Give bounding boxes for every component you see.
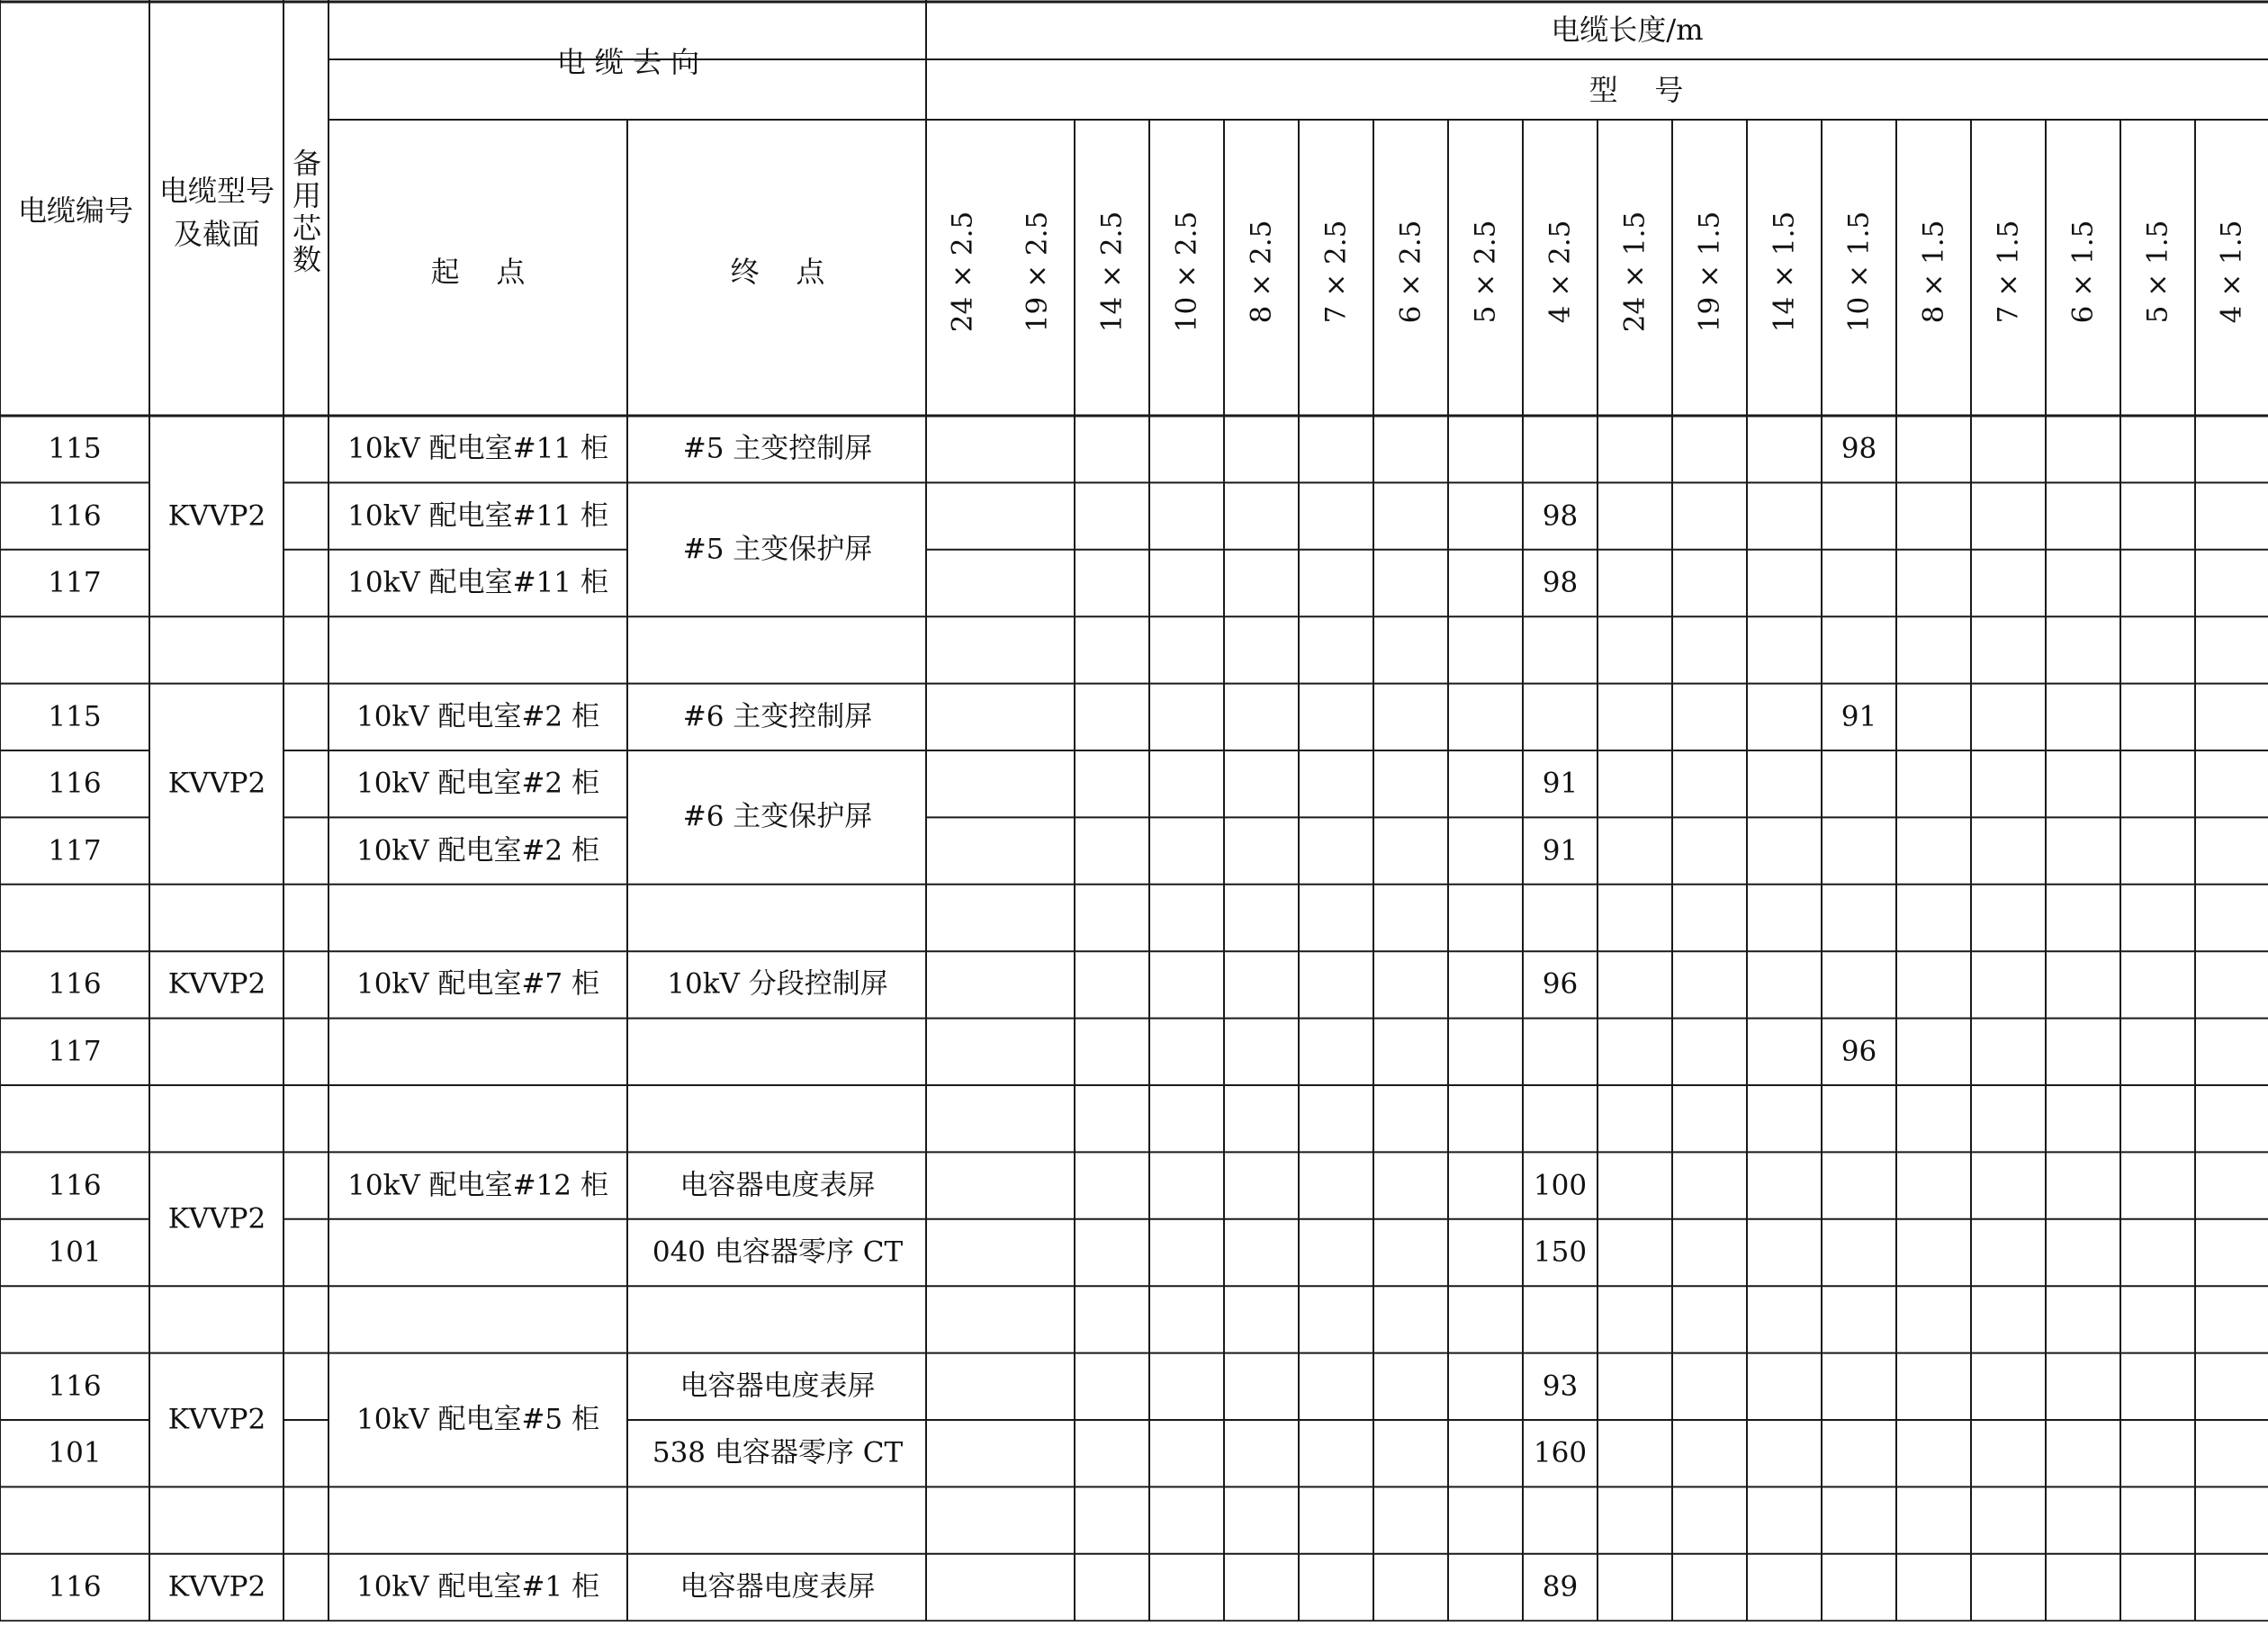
start-point-cell: 10kV 配电室#2 柜	[356, 834, 600, 867]
start-point-cell: 10kV 配电室#2 柜	[356, 700, 600, 733]
end-point-cell: #6 主变控制屏	[682, 700, 873, 733]
cable-no-cell: 116	[48, 1169, 102, 1202]
length-value-cell: 160	[1533, 1436, 1588, 1469]
merged-start-cell: 10kV 配电室#5 柜	[356, 1403, 600, 1436]
merged-type-cell: KVVP2	[167, 1570, 266, 1604]
end-point-cell: 电容器电度表屏	[680, 1570, 876, 1604]
cable-no-cell: 117	[48, 566, 102, 599]
merged-type-cell: KVVP2	[167, 1202, 266, 1235]
size-header-1: 19 × 2.5	[1021, 211, 1053, 333]
merged-type-cell: KVVP2	[167, 767, 266, 800]
cable-no-cell: 116	[48, 767, 102, 800]
header-length: 电缆长度/m	[1551, 13, 1704, 47]
size-header-3: 10 × 2.5	[1170, 211, 1202, 333]
header-direction: 电 缆 去 向	[556, 45, 700, 79]
header-model: 型 号	[1588, 73, 1684, 107]
size-header-14: 7 × 1.5	[1992, 220, 2024, 324]
cable-no-cell: 115	[48, 432, 102, 465]
cable-no-cell: 117	[48, 1035, 102, 1068]
size-header-6: 6 × 2.5	[1394, 220, 1426, 324]
size-header-12: 10 × 1.5	[1842, 211, 1875, 333]
cable-no-cell: 101	[48, 1436, 102, 1469]
size-header-0: 24 × 2.5	[946, 211, 979, 333]
end-point-cell: 电容器电度表屏	[680, 1370, 876, 1403]
merged-type-cell: KVVP2	[167, 1403, 266, 1436]
size-header-5: 7 × 2.5	[1319, 220, 1352, 324]
start-point-cell: 10kV 配电室#2 柜	[356, 767, 600, 800]
end-point-cell: 电容器电度表屏	[680, 1169, 876, 1202]
cable-no-cell: 116	[48, 967, 102, 1001]
size-header-15: 6 × 1.5	[2066, 220, 2099, 324]
length-value-cell: 91	[1840, 700, 1877, 733]
size-header-16: 5 × 1.5	[2141, 220, 2174, 324]
size-header-8: 4 × 2.5	[1544, 220, 1576, 324]
cable-no-cell: 116	[48, 1370, 102, 1403]
length-value-cell: 96	[1840, 1035, 1877, 1068]
merged-end-cell: #6 主变保护屏	[682, 800, 873, 833]
start-point-cell: 10kV 配电室#1 柜	[356, 1570, 600, 1604]
length-value-cell: 96	[1542, 967, 1579, 1001]
start-point-cell: 10kV 配电室#11 柜	[347, 566, 608, 599]
length-value-cell: 98	[1840, 432, 1877, 465]
end-point-cell: #5 主变控制屏	[682, 432, 873, 465]
length-value-cell: 100	[1533, 1169, 1588, 1202]
end-point-cell: 538 电容器零序 CT	[652, 1436, 904, 1469]
size-header-11: 14 × 1.5	[1768, 211, 1800, 333]
header-end: 终 点	[730, 255, 825, 289]
length-value-cell: 91	[1542, 767, 1579, 800]
cable-no-cell: 101	[48, 1235, 102, 1269]
cable-no-cell: 117	[48, 834, 102, 867]
size-header-17: 4 × 1.5	[2215, 220, 2247, 324]
merged-type-cell: KVVP2	[167, 499, 266, 533]
size-header-9: 24 × 1.5	[1618, 211, 1651, 333]
length-value-cell: 91	[1542, 834, 1579, 867]
length-value-cell: 150	[1533, 1235, 1588, 1269]
start-point-cell: 10kV 配电室#7 柜	[356, 967, 600, 1001]
header-start: 起 点	[430, 255, 526, 289]
header-cable-type-line2: 及截面	[173, 217, 261, 251]
size-header-10: 19 × 1.5	[1693, 211, 1725, 333]
size-header-2: 14 × 2.5	[1095, 211, 1128, 333]
size-header-13: 8 × 1.5	[1917, 220, 1949, 324]
length-value-cell: 98	[1542, 566, 1579, 599]
end-point-cell: 040 电容器零序 CT	[652, 1235, 904, 1269]
header-cable-type-line1: 电缆型号	[158, 174, 275, 208]
merged-type-cell: KVVP2	[167, 967, 266, 1001]
end-point-cell: 10kV 分段控制屏	[667, 967, 888, 1001]
cable-no-cell: 116	[48, 499, 102, 533]
merged-end-cell: #5 主变保护屏	[682, 533, 873, 566]
size-header-7: 5 × 2.5	[1469, 220, 1501, 324]
start-point-cell: 10kV 配电室#11 柜	[347, 499, 608, 533]
cable-no-cell: 115	[48, 700, 102, 733]
start-point-cell: 10kV 配电室#12 柜	[347, 1169, 608, 1202]
size-header-4: 8 × 2.5	[1245, 220, 1277, 324]
header-spare-cores: 备用芯数	[292, 146, 321, 277]
header-cable-no: 电缆编号	[17, 193, 134, 228]
cable-no-cell: 116	[48, 1570, 102, 1604]
length-value-cell: 98	[1542, 499, 1579, 533]
header-cable-type	[159, 169, 274, 256]
start-point-cell: 10kV 配电室#11 柜	[347, 432, 608, 465]
length-value-cell: 89	[1542, 1570, 1579, 1604]
length-value-cell: 93	[1542, 1370, 1579, 1403]
